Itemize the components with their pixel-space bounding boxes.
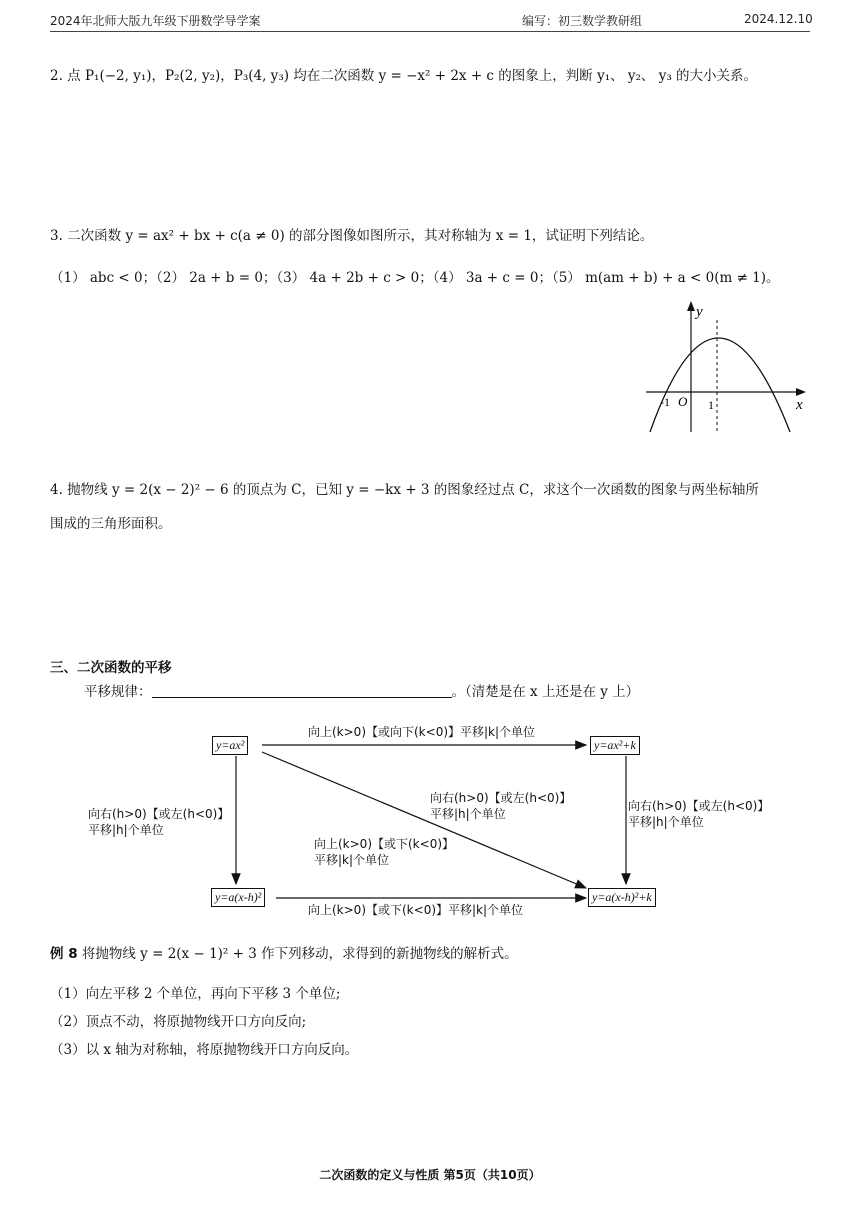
box-y-a-x-h2: y=a(x-h)²	[211, 888, 265, 907]
x-axis-label: x	[796, 397, 803, 413]
shift-rule-line	[84, 682, 639, 702]
question-3-stem: 3. 二次函数 y = ax² + bx + c(a ≠ 0) 的部分图像如图所示，其对称轴为 x = 1，试证明下列结论。	[50, 228, 654, 244]
shift-rule-suffix: 。（清楚是在 x 上还是在 y 上）	[451, 684, 640, 700]
example-8-item-1: （1）向左平移 2 个单位，再向下平移 3 个单位;	[50, 986, 341, 1002]
shift-rule-label: 平移规律：	[84, 684, 152, 700]
label-right-arrow-1: 向右(h>0)【或左(h<0)】	[628, 799, 770, 813]
label-left-arrow-1: 向右(h>0)【或左(h<0)】	[88, 807, 230, 821]
label-diagonal-lower-2: 平移|k|个单位	[314, 853, 390, 867]
example-8-item-2: （2）顶点不动，将原抛物线开口方向反向;	[50, 1014, 307, 1030]
question-2: 2. 点 P₁(−2, y₁)，P₂(2, y₂)，P₃(4, y₃) 均在二次函数 y = −x² + 2x + c 的图象上，判断 y₁、 y₂、 y₃ 的大小关系。	[50, 68, 758, 84]
question-3-conclusions: （1） abc < 0；（2） 2a + b = 0；（3） 4a + 2b + c > 0；（4） 3a + c = 0；（5） m(am + b) + a < 0(m ≠ 1)。	[50, 270, 780, 286]
question-4-line1: 4. 抛物线 y = 2(x − 2)² − 6 的顶点为 C，已知 y = −kx + 3 的图象经过点 C，求这个一次函数的图象与两坐标轴所	[50, 482, 759, 498]
header-title: 2024年北师大版九年级下册数学导学案	[50, 14, 261, 28]
y-axis-arrow-icon	[687, 301, 695, 311]
label-diagonal-upper-2: 平移|h|个单位	[430, 807, 506, 821]
example-8-stem: 将抛物线 y = 2(x − 1)² + 3 作下列移动，求得到的新抛物线的解析式。	[81, 946, 518, 962]
box-y-a-x-h2-k: y=a(x-h)²+k	[588, 888, 656, 907]
header-date: 2024.12.10	[744, 12, 813, 26]
box-y-ax2: y=ax²	[212, 736, 248, 755]
x-axis-arrow-icon	[796, 388, 806, 396]
example-8-stem-line	[50, 944, 518, 964]
translation-diagram	[88, 718, 800, 928]
label-bottom-arrow: 向上(k>0)【或下(k<0)】平移|k|个单位	[308, 903, 524, 917]
label-diagonal-upper-1: 向右(h>0)【或左(h<0)】	[430, 791, 572, 805]
arrow-diagonal	[262, 752, 586, 888]
tick-neg1-label: -1	[660, 395, 670, 409]
question-4-line2: 围成的三角形面积。	[50, 516, 172, 532]
origin-label: O	[678, 394, 688, 409]
section-3-title: 三、二次函数的平移	[50, 660, 172, 676]
label-top-arrow: 向上(k>0)【或向下(k<0)】平移|k|个单位	[308, 725, 536, 739]
tick-1-label: 1	[708, 398, 714, 412]
page-footer: 二次函数的定义与性质 第5页（共10页）	[319, 1168, 541, 1182]
label-diagonal-lower-1: 向上(k>0)【或下(k<0)】	[314, 837, 455, 851]
parabola-graph	[640, 296, 810, 436]
diagram-arrows	[200, 718, 800, 928]
label-right-arrow-2: 平移|h|个单位	[628, 815, 704, 829]
y-axis-label: y	[696, 304, 703, 320]
example-8-label: 例 8	[50, 946, 78, 962]
header-author: 编写：初三数学教研组	[522, 14, 643, 28]
box-y-ax2-k: y=ax²+k	[590, 736, 640, 755]
shift-rule-blank[interactable]	[152, 683, 452, 698]
label-left-arrow-2: 平移|h|个单位	[88, 823, 164, 837]
parabola-curve	[650, 338, 790, 432]
example-8-item-3: （3）以 x 轴为对称轴，将原抛物线开口方向反向。	[50, 1042, 359, 1058]
header-rule	[50, 31, 810, 32]
